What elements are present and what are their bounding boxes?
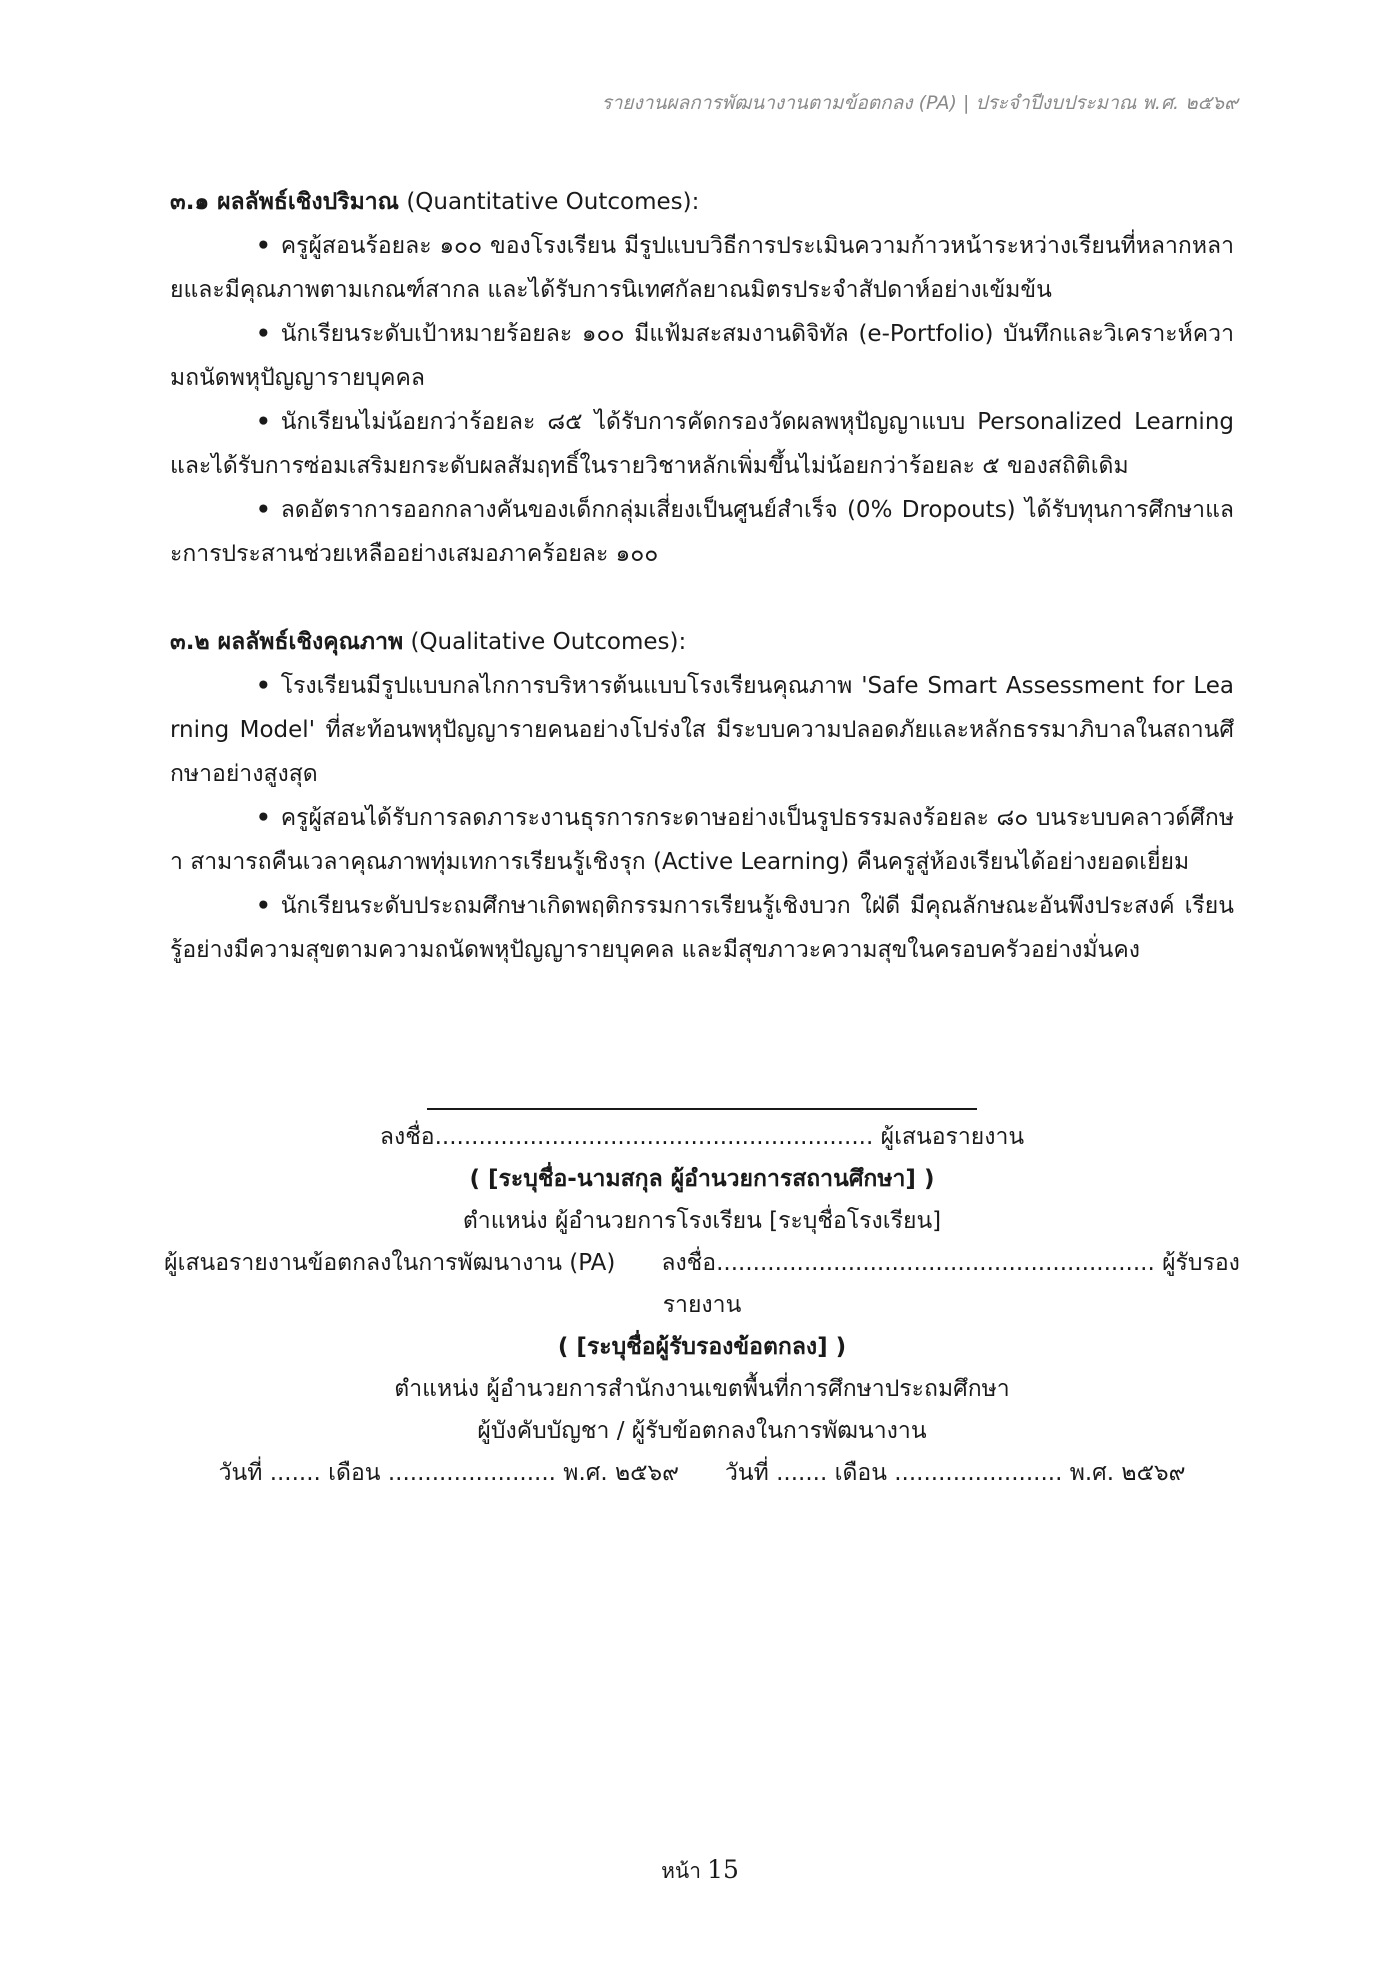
bullet-icon: • — [256, 497, 271, 523]
list-item: • ครูผู้สอนได้รับการลดภาระงานธุรการกระดาษอย่างเป็นรูปธรรมลงร้อยละ ๘๐ บนระบบคลาวด์ศึกษา สามารถคืนเวลาคุณภาพทุ่มเทการเรียนรู้เชิงรุก (Active Learning) คืนครูสู่ห้องเรียนได้อย่างยอดเยี่ยม — [170, 805, 1234, 875]
bullet-icon: • — [256, 321, 271, 347]
section-quantitative — [170, 180, 1234, 576]
bullet-icon: • — [256, 673, 271, 699]
signature-divider — [427, 1108, 977, 1110]
list-item: • นักเรียนไม่น้อยกว่าร้อยละ ๘๕ ได้รับการคัดกรองวัดผลพหุปัญญาแบบ Personalized Learning และได้รับการซ่อมเสริมยกระดับผลสัมฤทธิ์ในรายวิชาหลักเพิ่มขึ้นไม่น้อยกว่าร้อยละ ๕ ของสถิติเดิม — [170, 409, 1234, 479]
section-qualitative — [170, 620, 1234, 972]
proposer-date: วันที่ ....... เดือน ....................... พ.ศ. ๒๕๖๙ — [218, 1460, 679, 1486]
certifier-role: ผู้บังคับบัญชา / ผู้รับข้อตกลงในการพัฒนางาน — [477, 1418, 927, 1444]
bullet-icon: • — [256, 233, 271, 259]
page-number-value: 15 — [707, 1855, 739, 1884]
certifier-sign-line-cont: รายงาน — [662, 1292, 742, 1318]
proposer-name: ( [ระบุชื่อ-นามสกุล ผู้อำนวยการสถานศึกษา] ) — [469, 1166, 935, 1192]
proposer-role: ผู้เสนอรายงานข้อตกลงในการพัฒนางาน (PA) — [164, 1250, 616, 1276]
proposer-position: ตำแหน่ง ผู้อำนวยการโรงเรียน [ระบุชื่อโรงเรียน] — [462, 1208, 942, 1234]
section-number-title: ๓.๑ ผลลัพธ์เชิงปริมาณ — [170, 189, 400, 215]
bullet-icon: • — [256, 409, 271, 435]
proposer-sign-line: ลงชื่อ............................................................ ผู้เสนอรายงาน — [379, 1124, 1025, 1150]
certifier-name: ( [ระบุชื่อผู้รับรองข้อตกลง] ) — [557, 1334, 847, 1360]
certifier-sign-line: ลงชื่อ............................................................ ผู้รับรอง — [661, 1250, 1240, 1276]
bullet-icon: • — [256, 805, 271, 831]
list-item: • โรงเรียนมีรูปแบบกลไกการบริหารต้นแบบโรงเรียนคุณภาพ 'Safe Smart Assessment for Learning Model' ที่สะท้อนพหุปัญญารายคนอย่างโปร่งใส มีระบบความปลอดภัยและหลักธรรมาภิบาลในสถานศึกษาอย่างสูงสุด — [170, 673, 1234, 787]
section-heading — [170, 620, 1234, 664]
list-item: • ครูผู้สอนร้อยละ ๑๐๐ ของโรงเรียน มีรูปแบบวิธีการประเมินความก้าวหน้าระหว่างเรียนที่หลากหลายและมีคุณภาพตามเกณฑ์สากล และได้รับการนิเทศกัลยาณมิตรประจำสัปดาห์อย่างเข้มข้น — [170, 233, 1234, 303]
bullet-icon: • — [256, 893, 271, 919]
section-heading — [170, 180, 1234, 224]
list-item: • ลดอัตราการออกกลางคันของเด็กกลุ่มเสี่ยงเป็นศูนย์สำเร็จ (0% Dropouts) ได้รับทุนการศึกษาและการประสานช่วยเหลืออย่างเสมอภาคร้อยละ ๑๐๐ — [170, 497, 1234, 567]
section-subtitle: (Quantitative Outcomes): — [399, 189, 700, 215]
list-item: • นักเรียนระดับเป้าหมายร้อยละ ๑๐๐ มีแฟ้มสะสมงานดิจิทัล (e-Portfolio) บันทึกและวิเคราะห์ความถนัดพหุปัญญารายบุคคล — [170, 321, 1234, 391]
list-item: • นักเรียนระดับประถมศึกษาเกิดพฤติกรรมการเรียนรู้เชิงบวก ใฝ่ดี มีคุณลักษณะอันพึงประสงค์ เรียนรู้อย่างมีความสุขตามความถนัดพหุปัญญารายบุคคล และมีสุขภาวะความสุขในครอบครัวอย่างมั่นคง — [170, 893, 1234, 963]
certifier-date: วันที่ ....... เดือน ....................... พ.ศ. ๒๕๖๙ — [725, 1460, 1186, 1486]
page-label: หน้า — [661, 1859, 702, 1883]
page-number — [0, 1855, 1400, 1888]
section-subtitle: (Qualitative Outcomes): — [403, 629, 687, 655]
section-number-title: ๓.๒ ผลลัพธ์เชิงคุณภาพ — [170, 629, 404, 655]
running-header: รายงานผลการพัฒนางานตามข้อตกลง (PA) | ประจำปีงบประมาณ พ.ศ. ๒๕๖๙ — [601, 92, 1238, 114]
outcomes-content — [170, 180, 1234, 972]
signature-block — [164, 1078, 1240, 1494]
date-row — [170, 1452, 1234, 1494]
proposer-role-row — [164, 1242, 1240, 1284]
certifier-position: ตำแหน่ง ผู้อำนวยการสำนักงานเขตพื้นที่การศึกษาประถมศึกษา — [394, 1376, 1010, 1402]
